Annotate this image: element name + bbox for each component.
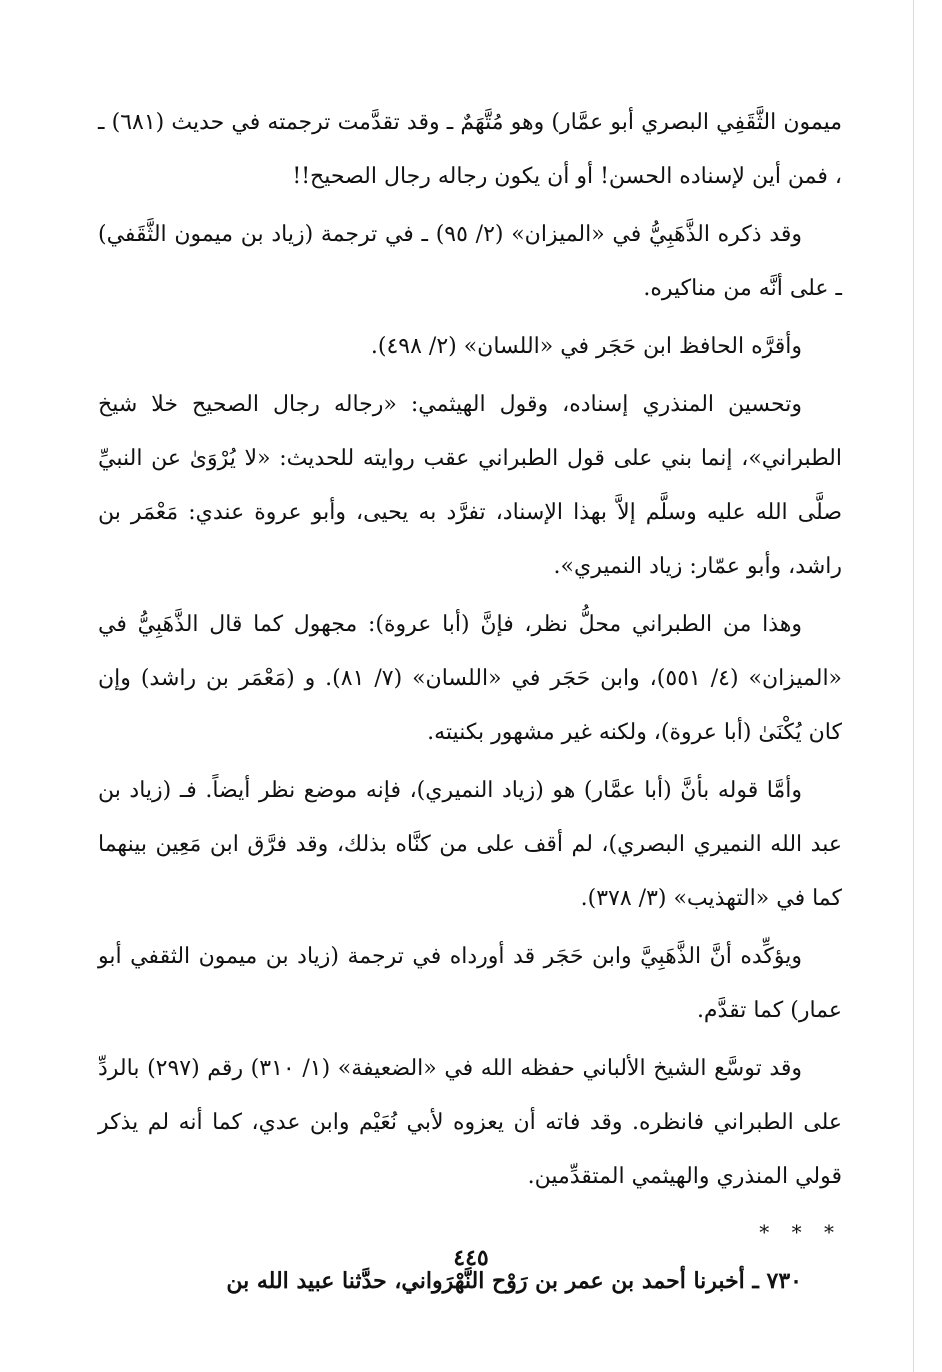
section-separator: * * *: [759, 1220, 842, 1244]
paragraph-1: ميمون الثَّقَفِي البصري أبو عمَّار) وهو مُتَّهَمٌ ـ وقد تقدَّمت ترجمته في حديث (٦٨١) ـ ، فمن أين لإسناده الحسن! أو أن يكون رجاله رجال الصحيح!!: [98, 110, 842, 189]
hadith-line: ٧٣٠ ـ أخبرنا أحمد بن عمر بن رَوْح النَّهْرَواني، حدَّثنا عبيد الله بن: [226, 1268, 802, 1294]
body-text: [98, 96, 842, 1308]
paragraph-2: وقد ذكره الذَّهَبِيُّ في «الميزان» (٢/ ٩٥) ـ في ترجمة (زياد بن ميمون الثَّقَفي) ـ على أنَّه من مناكيره.: [98, 222, 842, 301]
paragraph-5: وهذا من الطبراني محلُّ نظر، فإنَّ (أبا عروة): مجهول كما قال الذَّهَبِيُّ في «الميزان» (٤/ ٥٥١)، وابن حَجَر في «اللسان» (٧/ ٨١). و (مَعْمَر بن راشد) وإن كان يُكْنَىٰ (أبا عروة)، ولكنه غير مشهور بكنيته.: [98, 612, 843, 745]
paragraph-6: وأمَّا قوله بأنَّ (أبا عمَّار) هو (زياد النميري)، فإنه موضع نظر أيضاً. فـ (زياد بن عبد الله النميري البصري)، لم أقف على من كنَّاه بذلك، وقد فرَّق ابن مَعِين بينهما كما في «التهذيب» (٣/ ٣٧٨).: [98, 778, 842, 911]
paragraph-3: وأقرَّه الحافظ ابن حَجَر في «اللسان» (٢/ ٤٩٨).: [370, 334, 802, 359]
page-number: ٤٤٥: [453, 1245, 489, 1271]
paragraph-7: ويؤكِّده أنَّ الذَّهَبِيَّ وابن حَجَر قد أورداه في ترجمة (زياد بن ميمون الثقفي أبو عمار) كما تقدَّم.: [98, 944, 842, 1023]
paragraph-4: وتحسين المنذري إسناده، وقول الهيثمي: «رجاله رجال الصحيح خلا شيخ الطبراني»، إنما بني على قول الطبراني عقب روايته للحديث: «لا يُرْوَىٰ عن النبيِّ صلَّى الله عليه وسلَّم إلاَّ بهذا الإسناد، تفرَّد به يحيى، وأبو عروة عندي: مَعْمَر بن راشد، وأبو عمّار: زياد النميري».: [98, 392, 842, 579]
page-edge-line: [913, 0, 914, 1372]
paragraph-8: وقد توسَّع الشيخ الألباني حفظه الله في «الضعيفة» (١/ ٣١٠) رقم (٢٩٧) بالردِّ على الطبراني فانظره. وقد فاته أن يعزوه لأبي نُعَيْم وابن عدي، كما أنه لم يذكر قولي المنذري والهيثمي المتقدِّمين.: [98, 1056, 842, 1189]
